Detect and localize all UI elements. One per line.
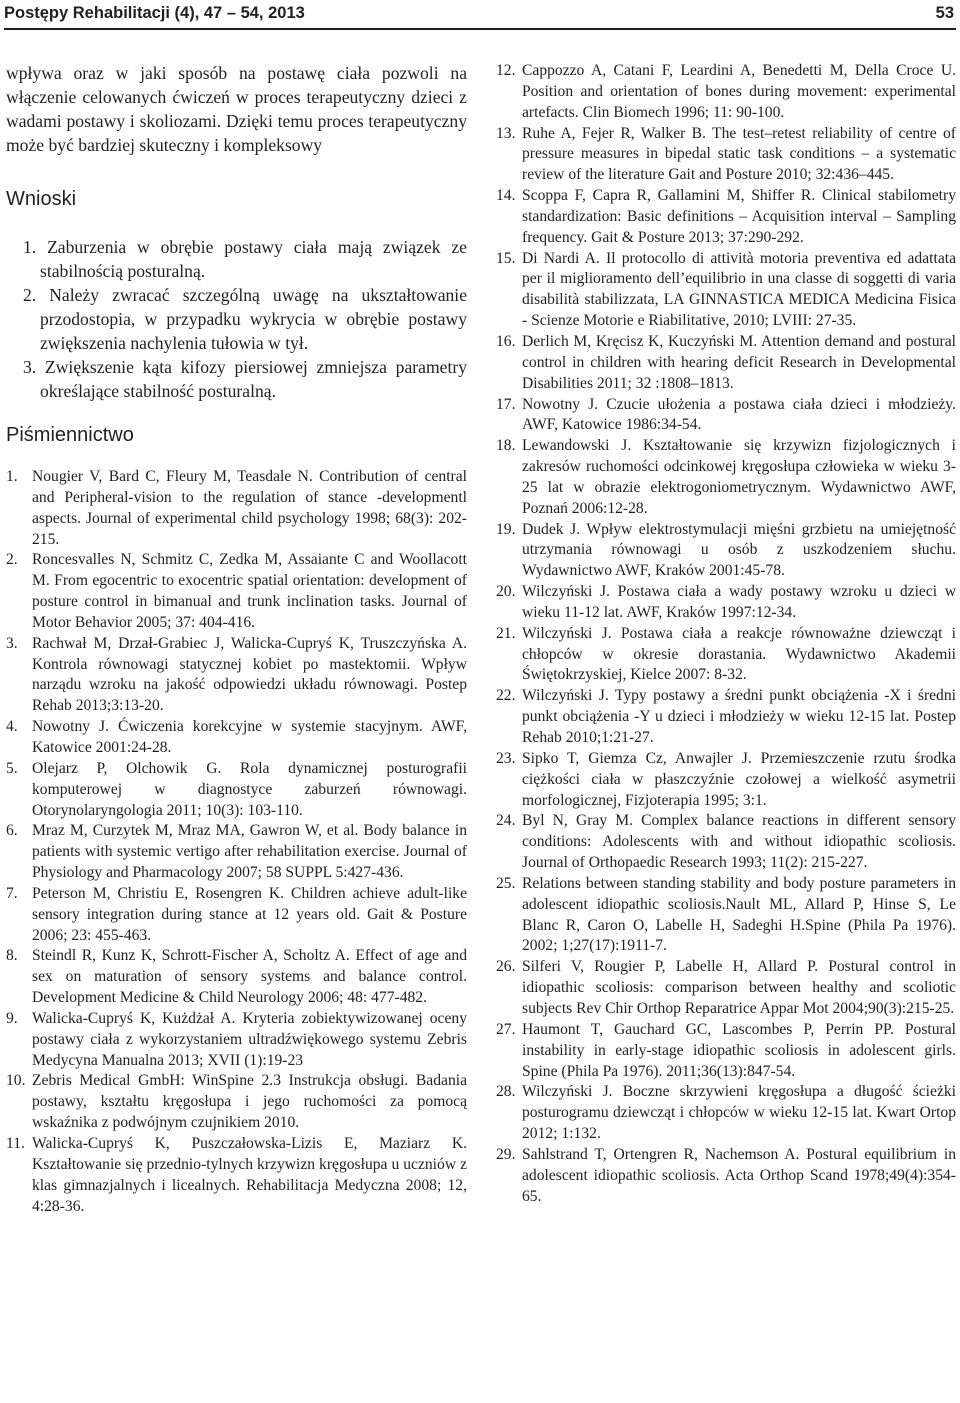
reference-item xyxy=(6,759,467,822)
conclusion-item xyxy=(23,235,467,283)
reference-number: 10. xyxy=(6,1072,26,1090)
reference-item xyxy=(496,249,956,332)
reference-item xyxy=(496,1145,956,1208)
reference-text: Mraz M, Curzytek M, Mraz MA, Gawron W, et al. Body balance in patients with systemic vertigo after rehabilitation exercise. Journal of Physiology and Pharmacology 2007; 58 SUPPL 5:427-436. xyxy=(32,822,467,882)
reference-item xyxy=(496,957,956,1020)
reference-text: Nougier V, Bard C, Fleury M, Teasdale N. Contribution of central and Peripheral-vision to the regulation of stance -developmentl aspects. Journal of experimental child psychology 1998; 68(3): 202-215. xyxy=(32,468,467,548)
reference-number: 23. xyxy=(496,749,516,767)
reference-number: 28. xyxy=(496,1083,516,1101)
running-header xyxy=(4,0,956,30)
reference-text: Silferi V, Rougier P, Labelle H, Allard P. Postural control in idiopathic scoliosis: comparison between healthy and scoliotic subjects Rev Chir Orthop Reparatrice Appar Mot 2004;90(3):215-25. xyxy=(522,958,956,1017)
reference-number: 13. xyxy=(496,124,516,142)
conclusion-text: 2. Należy zwracać szczególną uwagę na ukształtowanie przodostopia, w przypadku wykrycia w obrębie postawy zwiększenia nachylenia tułowia w tył. xyxy=(23,285,467,353)
reference-item xyxy=(496,124,956,187)
reference-number: 7. xyxy=(6,884,18,902)
reference-text: Lewandowski J. Kształtowanie się krzywizn fizjologicznych i zakresów ruchomości odcinkowej kręgosłupa człowieka w wieku 3-25 lat w obrazie elektrogoniometrycznym. Wydawnictwo AWF, Poznań 2006:12-28. xyxy=(522,437,956,517)
reference-item xyxy=(6,821,467,884)
reference-item xyxy=(6,717,467,759)
reference-text: Walicka-Cupryś K, Puszczałowska-Lizis E, Maziarz K. Kształtowanie się przednio-tylnych krzywizn kręgosłupa u uczniów z klas gimnazjalnych i licealnych. Rehabilitacja Medyczna 2008; 12, 4:28-36. xyxy=(32,1135,467,1215)
reference-item xyxy=(496,1082,956,1145)
reference-item xyxy=(496,874,956,957)
reference-text: Sipko T, Giemza Cz, Anwajler J. Przemieszczenie rzutu środka ciężkości ciała w płaszczyźnie czołowej a wielkość asymetrii morfologicznej, Fizjoterapia 1995; 3:1. xyxy=(522,749,956,809)
reference-number: 6. xyxy=(6,822,18,840)
reference-text: Dudek J. Wpływ elektrostymulacji mięśni grzbietu na umiejętność utrzymania równowagi u osób z uszkodzeniem słuchu. Wydawnictwo AWF, Kraków 2001:45-78. xyxy=(522,520,956,580)
reference-number: 12. xyxy=(496,62,516,79)
reference-item xyxy=(6,1134,467,1217)
reference-text: Steindl R, Kunz K, Schrott-Fischer A, Scholtz A. Effect of age and sex on maturation of sensory systems and balance control. Development Medicine & Child Neurology 2006; 48: 477-482. xyxy=(32,947,467,1007)
reference-text: Wilczyński J. Postawa ciała a wady postawy wzroku u dzieci w wieku 11-12 lat. AWF, Kraków 1997:12-34. xyxy=(522,583,956,621)
reference-number: 15. xyxy=(496,249,516,267)
reference-number: 22. xyxy=(496,687,516,705)
reference-number: 26. xyxy=(496,958,516,976)
reference-number: 1. xyxy=(6,468,18,485)
page-number: 53 xyxy=(935,4,954,22)
reference-text: Haumont T, Gauchard GC, Lascombes P, Perrin PP. Postural instability in early-stage idiopathic scoliosis in adolescent girls. Spine (Phila Pa 1976). 2011;36(13):847-54. xyxy=(522,1020,956,1080)
reference-number: 25. xyxy=(496,874,516,892)
reference-text: Byl N, Gray M. Complex balance reactions in different sensory conditions: Adolescents with and without idiopathic scoliosis. Journal of Orthopaedic Research 1993; 11(2): 215-227. xyxy=(522,812,956,872)
reference-item xyxy=(496,582,956,624)
reference-item xyxy=(496,686,956,749)
reference-text: Cappozzo A, Catani F, Leardini A, Benedetti M, Della Croce U. Position and orientation of bones during movement: experimental artefacts. Clin Biomech 1996; 11: 90-100. xyxy=(522,62,956,121)
reference-number: 14. xyxy=(496,187,516,205)
conclusions-list xyxy=(6,235,467,403)
reference-number: 20. xyxy=(496,583,516,601)
reference-item xyxy=(496,332,956,395)
reference-item xyxy=(496,395,956,437)
reference-item xyxy=(496,520,956,583)
reference-item xyxy=(6,550,467,633)
reference-number: 19. xyxy=(496,520,516,538)
conclusion-item xyxy=(23,283,467,355)
reference-text: Sahlstrand T, Ortengren R, Nachemson A. Postural equilibrium in adolescent idiopathic scoliosis. Acta Orthop Scand 1978;49(4):354-65. xyxy=(522,1145,956,1205)
conclusion-item xyxy=(23,355,467,403)
reference-number: 5. xyxy=(6,759,18,777)
reference-list-left xyxy=(6,467,467,1217)
reference-number: 4. xyxy=(6,718,18,736)
left-column xyxy=(6,61,467,1217)
reference-text: Nowotny J. Ćwiczenia korekcyjne w systemie stacyjnym. AWF, Katowice 2001:24-28. xyxy=(32,718,467,756)
reference-text: Wilczyński J. Postawa ciała a reakcje równoważne dziewcząt i chłopców w okresie dorastania. Wydawnictwo Akademii Świętokrzyskiej, Kielce 2007: 8-32. xyxy=(522,624,956,684)
reference-number: 27. xyxy=(496,1020,516,1038)
reference-text: Walicka-Cupryś K, Kużdżał A. Kryteria zobiektywizowanej oceny postawy ciała z wykorzystaniem ultradźwiękowego systemu Zebris Medycyna Manualna 2013; XVII (1):19-23 xyxy=(32,1009,467,1069)
reference-item xyxy=(496,61,956,124)
reference-number: 21. xyxy=(496,624,516,642)
reference-item xyxy=(496,749,956,812)
reference-number: 11. xyxy=(6,1135,25,1152)
reference-item xyxy=(496,624,956,687)
reference-text: Olejarz P, Olchowik G. Rola dynamicznej posturografii komputerowej w diagnostyce zaburzeń równowagi. Otorynolaryngologia 2011; 10(3): 103-110. xyxy=(32,759,467,819)
reference-text: Wilczyński J. Typy postawy a średni punkt obciążenia -X i średni punkt obciążenia -Y u dzieci i młodzieży w wieku 12-15 lat. Postep Rehab 2010;1:21-27. xyxy=(522,687,956,746)
reference-text: Wilczyński J. Boczne skrzywieni kręgosłupa a długość ścieżki posturogramu dziewcząt i chłopców w wieku 12-15 lat. Kwart Ortop 2012; 1:132. xyxy=(522,1083,956,1143)
reference-text: Di Nardi A. Il protocollo di attività motoria preventiva ed adattata per il miglioramento dell’equilibrio in una classe di soggetti di varia disabilità stabilizzata, LA GINNASTICA MEDICA Medicina Fisica - Scienze Motorie e Riabilitative, 2010; LVIII: 27-35. xyxy=(522,249,956,330)
reference-item xyxy=(6,1071,467,1134)
reference-item xyxy=(496,436,956,519)
reference-text: Relations between standing stability and body posture parameters in adolescent idiopathic scoliosis.Nault ML, Allard P, Hinse S, Le Blanc R, Caron O, Labelle H, Sadeghi H.Spine (Phila Pa 1976). 2002; 1;27(17):1911-7. xyxy=(522,874,956,955)
reference-number: 3. xyxy=(6,634,18,652)
reference-item xyxy=(496,811,956,874)
reference-number: 2. xyxy=(6,551,18,569)
reference-text: Ruhe A, Fejer R, Walker B. The test–retest reliability of centre of pressure measures in bipedal static task conditions – a systematic review of the literature Gait and Posture 2010; 32:436–445. xyxy=(522,124,956,184)
reference-number: 24. xyxy=(496,812,516,830)
reference-list-right xyxy=(496,61,956,1207)
reference-item xyxy=(6,946,467,1009)
reference-text: Roncesvalles N, Schmitz C, Zedka M, Assaiante C and Woollacott M. From egocentric to exocentric spatial orientation: development of posture control in bimanual and trunk inclination tasks. Journal of Motor Behavior 2005; 37: 404-416. xyxy=(32,551,467,631)
conclusions-heading: Wnioski xyxy=(6,188,77,210)
journal-citation: Postępy Rehabilitacji (4), 47 – 54, 2013 xyxy=(4,4,305,22)
reference-number: 9. xyxy=(6,1009,18,1027)
reference-number: 18. xyxy=(496,437,516,455)
reference-item xyxy=(6,634,467,717)
reference-item xyxy=(6,1009,467,1072)
reference-item xyxy=(6,884,467,947)
right-column xyxy=(496,61,956,1207)
reference-text: Nowotny J. Czucie ułożenia a postawa ciała dzieci i młodzieży. AWF, Katowice 1986:34-54. xyxy=(522,395,956,434)
references-heading: Piśmiennictwo xyxy=(6,424,134,446)
reference-item xyxy=(496,186,956,249)
reference-number: 17. xyxy=(496,395,516,413)
reference-item xyxy=(6,467,467,550)
reference-item xyxy=(496,1020,956,1083)
reference-text: Scoppa F, Capra R, Gallamini M, Shiffer R. Clinical stabilometry standardization: Basic definitions – Acquisition interval – Sampling frequency. Gait & Posture 2013; 37:290-292. xyxy=(522,187,956,246)
reference-text: Derlich M, Kręcisz K, Kuczyński M. Attention demand and postural control in children with hearing deficit Research in Developmental Disabilities 2011; 32 :1808–1813. xyxy=(522,332,956,392)
reference-text: Rachwał M, Drzał-Grabiec J, Walicka-Cupryś K, Truszczyńska A. Kontrola równowagi statycznej kobiet po mastektomii. Wpływ narządu wzroku na jakość odpowiedzi układu równowagi. Postep Rehab 2013;3:13-20. xyxy=(32,634,467,715)
reference-number: 29. xyxy=(496,1145,516,1163)
reference-text: Peterson M, Christiu E, Rosengren K. Children achieve adult-like sensory integration during stance at 12 years old. Gait & Posture 2006; 23: 455-463. xyxy=(32,884,467,944)
reference-number: 8. xyxy=(6,947,18,965)
reference-number: 16. xyxy=(496,332,516,350)
conclusion-text: 3. Zwiększenie kąta kifozy piersiowej zmniejsza parametry określające stabilność posturalną. xyxy=(23,357,467,401)
conclusion-text: 1. Zaburzenia w obrębie postawy ciała mają związek ze stabilnością posturalną. xyxy=(23,237,467,281)
reference-text: Zebris Medical GmbH: WinSpine 2.3 Instrukcja obsługi. Badania postawy, kształtu kręgosłupa i jego ruchomości za pomocą wskaźnika z podwójnym czujnikiem 2010. xyxy=(32,1072,467,1132)
intro-paragraph: wpływa oraz w jaki sposób na postawę ciała pozwoli na włączenie celowanych ćwiczeń w proces terapeutyczny dzieci z wadami postawy i skoliozami. Dzięki temu proces terapeutyczny może być bardziej skuteczny i kompleksowy xyxy=(6,63,467,155)
